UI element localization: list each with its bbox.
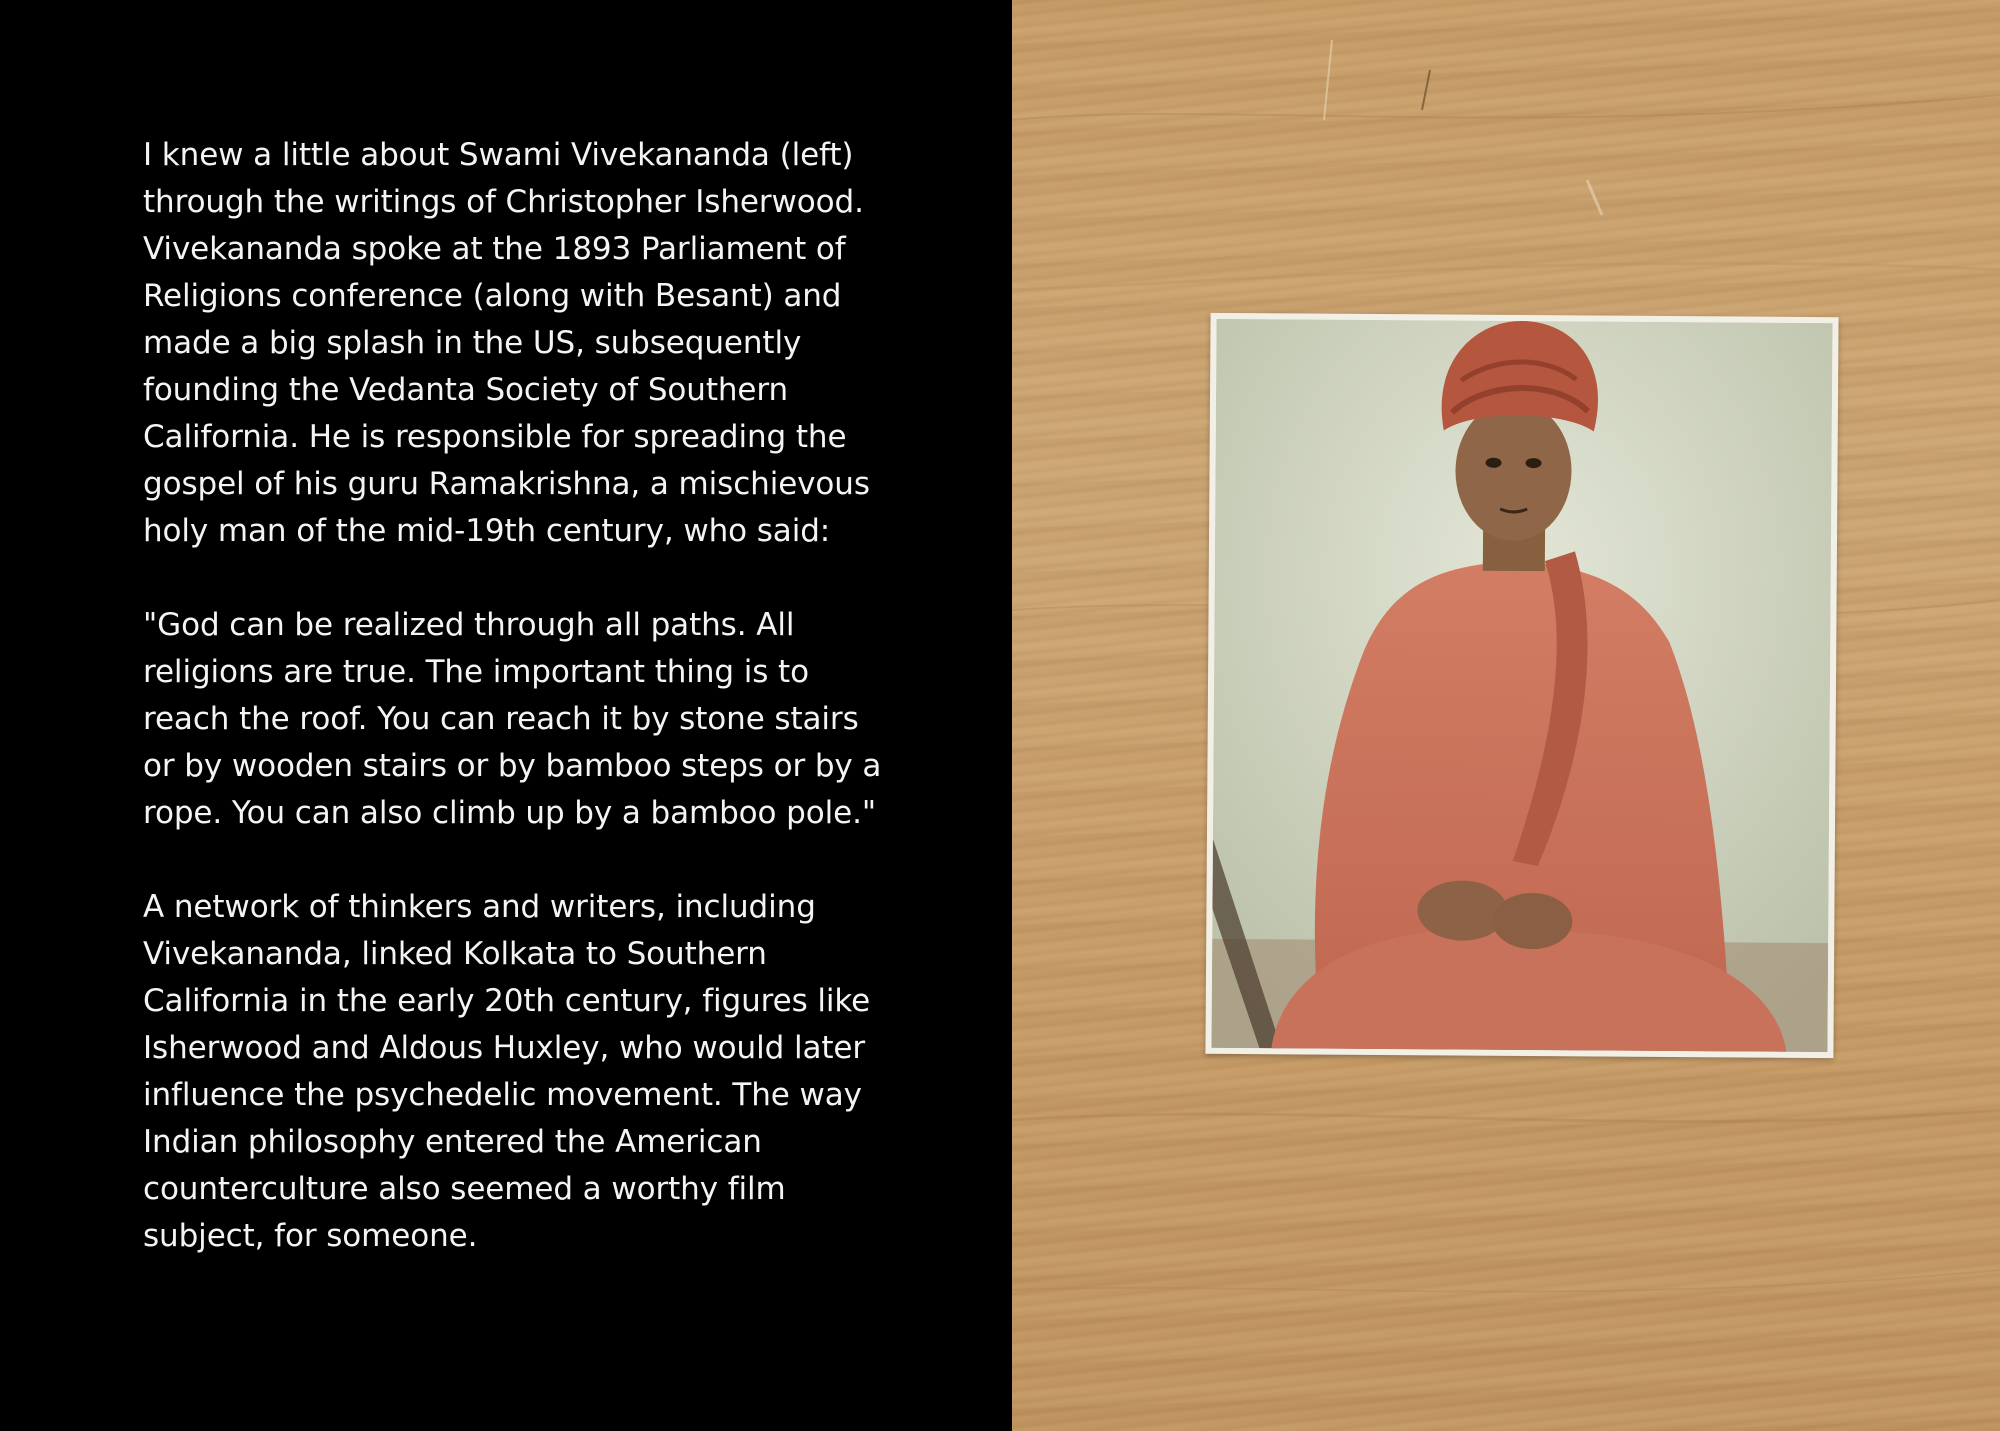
- vivekananda-photo-print: [1205, 313, 1838, 1058]
- photo-panel: [1012, 0, 2000, 1431]
- paragraph-network: A network of thinkers and writers, including Vivekananda, linked Kolkata to Southern California in the early 20th century, figures like Isherwood and Aldous Huxley, who would later influence the psychedelic movement. The way Indian philosophy entered the American counterculture also seemed a worthy film subject, for someone.: [143, 889, 871, 1254]
- article-text: [143, 132, 883, 1307]
- paragraph-quote: "God can be realized through all paths. All religions are true. The important thing is to reach the roof. You can reach it by stone stairs or by wooden stairs or by bamboo steps or by a rope. You can also climb up by a bamboo pole.": [143, 607, 882, 831]
- paragraph-intro: I knew a little about Swami Vivekananda (left) through the writings of Christopher Isherwood. Vivekananda spoke at the 1893 Parliament of Religions conference (along with Besant) and made a big splash in the US, subsequently founding the Vedanta Society of Southern California. He is responsible for spreading the gospel of his guru Ramakrishna, a mischievous holy man of the mid-19th century, who said:: [143, 137, 870, 549]
- vivekananda-portrait-image: [1211, 319, 1832, 1052]
